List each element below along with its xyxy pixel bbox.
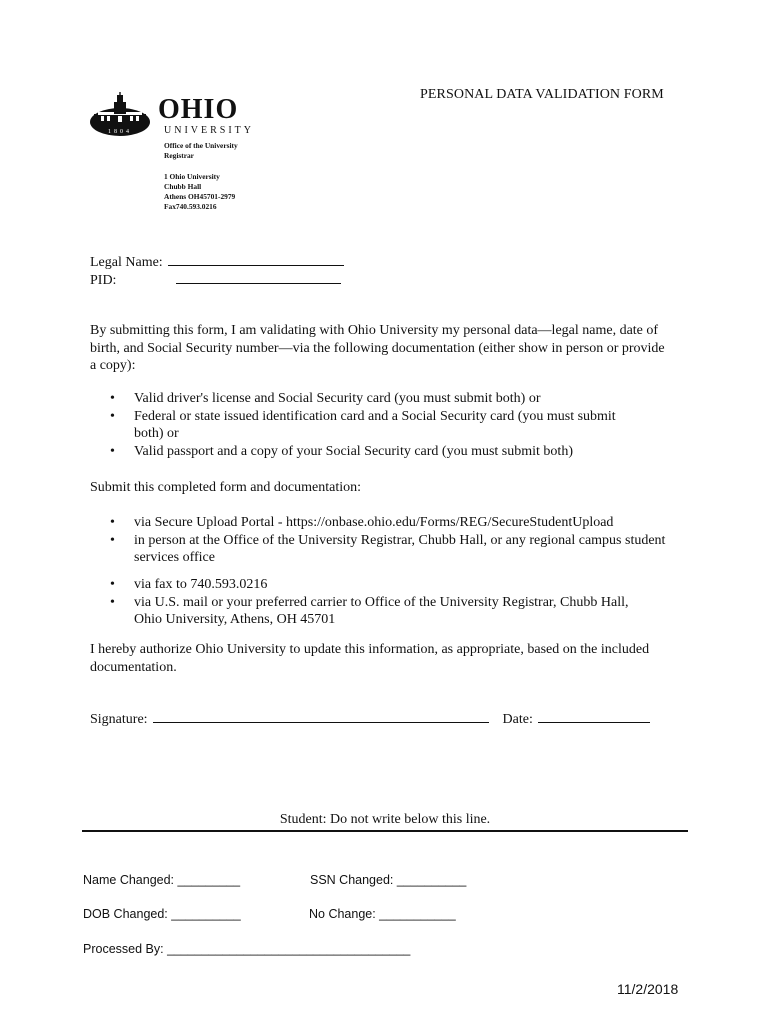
office-line: Registrar <box>164 151 194 160</box>
legal-name-field[interactable] <box>168 252 344 266</box>
form-title: PERSONAL DATA VALIDATION FORM <box>420 87 664 102</box>
pid-field[interactable] <box>176 270 341 284</box>
list-item: • via fax to 740.593.0216 <box>106 576 638 594</box>
student-note: Student: Do not write below this line. <box>279 812 491 827</box>
university-seal-icon <box>88 92 152 138</box>
list-item: • in person at the Office of the University Registrar, Chubb Hall, or any regional campus student services office <box>106 532 666 567</box>
list-item: • via U.S. mail or your preferred carrier to Office of the University Registrar, Chubb Hall, Ohio University, Athens, OH 45701 <box>106 594 638 629</box>
address-line: Chubb Hall <box>164 182 202 191</box>
pid-label: PID: <box>90 273 117 288</box>
address-line: Fax740.593.0216 <box>164 202 217 211</box>
address-line: Athens OH45701-2979 <box>164 192 236 201</box>
document-date: 11/2/2018 <box>617 981 679 997</box>
legal-name-label: Legal Name: <box>90 255 163 270</box>
date-label: Date: <box>502 712 533 727</box>
submit-heading: Submit this completed form and documentation: <box>90 480 362 495</box>
signature-row <box>90 709 650 728</box>
authorization-paragraph: I hereby authorize Ohio University to update this information, as appropriate, based on the included documentation. <box>90 642 650 675</box>
list-item: • Valid driver's license and Social Security card (you must submit both) or <box>106 390 638 408</box>
ssn-changed-field: SSN Changed: __________ <box>310 873 467 887</box>
office-line: Office of the University <box>164 141 238 150</box>
office-address <box>164 172 284 212</box>
ohio-university-logo <box>88 92 258 140</box>
logo-wordmark: OHIO <box>158 94 239 125</box>
logo-subtitle: UNIVERSITY <box>164 125 254 136</box>
dob-changed-field: DOB Changed: __________ <box>83 907 241 921</box>
upload-portal-item: • via Secure Upload Portal - https://onbase.ohio.edu/Forms/REG/SecureStudentUpload <box>106 514 666 532</box>
submit-methods-list-2 <box>106 576 638 629</box>
pid-row <box>90 270 341 289</box>
list-item: • Federal or state issued identification card and a Social Security card (you must submit both) or <box>106 408 638 443</box>
documentation-options <box>106 390 638 460</box>
submit-methods-list <box>106 514 666 567</box>
no-change-field: No Change: ___________ <box>309 907 456 921</box>
signature-field[interactable] <box>153 709 489 723</box>
intro-paragraph: By submitting this form, I am validating with Ohio University my personal data—legal name, date of birth, and Social Security number—via the following documentation (either show in person or provide a copy): <box>90 323 665 373</box>
seal-year: 1804 <box>108 129 132 135</box>
address-line: 1 Ohio University <box>164 172 220 181</box>
processed-by-field: Processed By: ___________________________________ <box>83 942 411 956</box>
legal-name-row <box>90 252 344 271</box>
date-field[interactable] <box>538 709 650 723</box>
office-name <box>164 141 264 161</box>
signature-label: Signature: <box>90 712 148 727</box>
name-changed-field: Name Changed: _________ <box>83 873 241 887</box>
list-item: • Valid passport and a copy of your Social Security card (you must submit both) <box>106 443 638 461</box>
divider-line <box>82 830 688 832</box>
